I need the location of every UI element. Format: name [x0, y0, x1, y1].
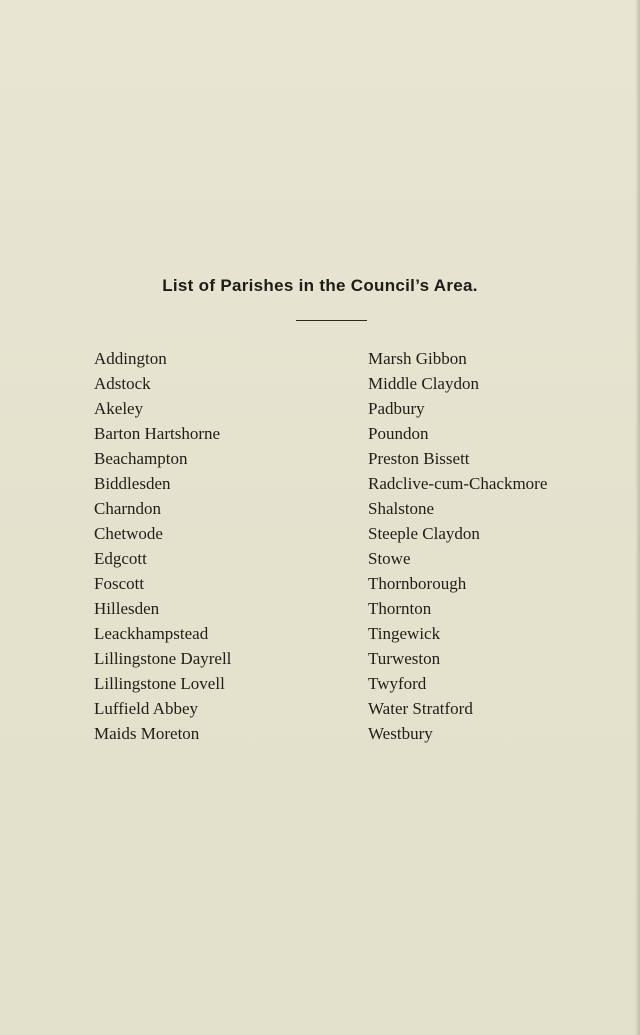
list-item: Beachampton — [94, 449, 188, 468]
list-item: Barton Hartshorne — [94, 424, 221, 443]
list-item: Addington — [94, 349, 167, 368]
list-item: Maids Moreton — [94, 724, 200, 743]
page-title: List of Parishes in the Council’s Area. — [162, 276, 478, 295]
parish-list-left — [94, 346, 231, 746]
list-item: Foscott — [94, 574, 145, 593]
list-item: Edgcott — [94, 549, 147, 568]
list-item: Padbury — [368, 399, 425, 418]
list-item: Thornton — [368, 599, 432, 618]
list-item: Akeley — [94, 399, 144, 418]
list-item: Stowe — [368, 549, 411, 568]
parish-list-right — [368, 346, 547, 746]
list-item: Twyford — [368, 674, 427, 693]
list-item: Adstock — [94, 374, 151, 393]
list-item: Leackhampstead — [94, 624, 209, 643]
list-item: Preston Bissett — [368, 449, 470, 468]
list-item: Marsh Gibbon — [368, 349, 467, 368]
list-item: Biddlesden — [94, 474, 171, 493]
list-item: Middle Claydon — [368, 374, 479, 393]
list-item: Lillingstone Dayrell — [94, 649, 232, 668]
list-item: Radclive-cum-Chackmore — [368, 474, 548, 493]
list-item: Steeple Claydon — [368, 524, 480, 543]
list-item: Water Stratford — [368, 699, 473, 718]
list-item: Luffield Abbey — [94, 699, 199, 718]
list-item: Thornborough — [368, 574, 467, 593]
list-item: Lillingstone Lovell — [94, 674, 225, 693]
page-edge-shadow — [635, 0, 640, 1035]
list-item: Poundon — [368, 424, 429, 443]
title-divider — [296, 320, 367, 321]
list-item: Charndon — [94, 499, 162, 518]
list-item: Shalstone — [368, 499, 435, 518]
list-item: Westbury — [368, 724, 433, 743]
list-item: Turweston — [368, 649, 441, 668]
list-item: Chetwode — [94, 524, 163, 543]
list-item: Tingewick — [368, 624, 441, 643]
list-item: Hillesden — [94, 599, 160, 618]
